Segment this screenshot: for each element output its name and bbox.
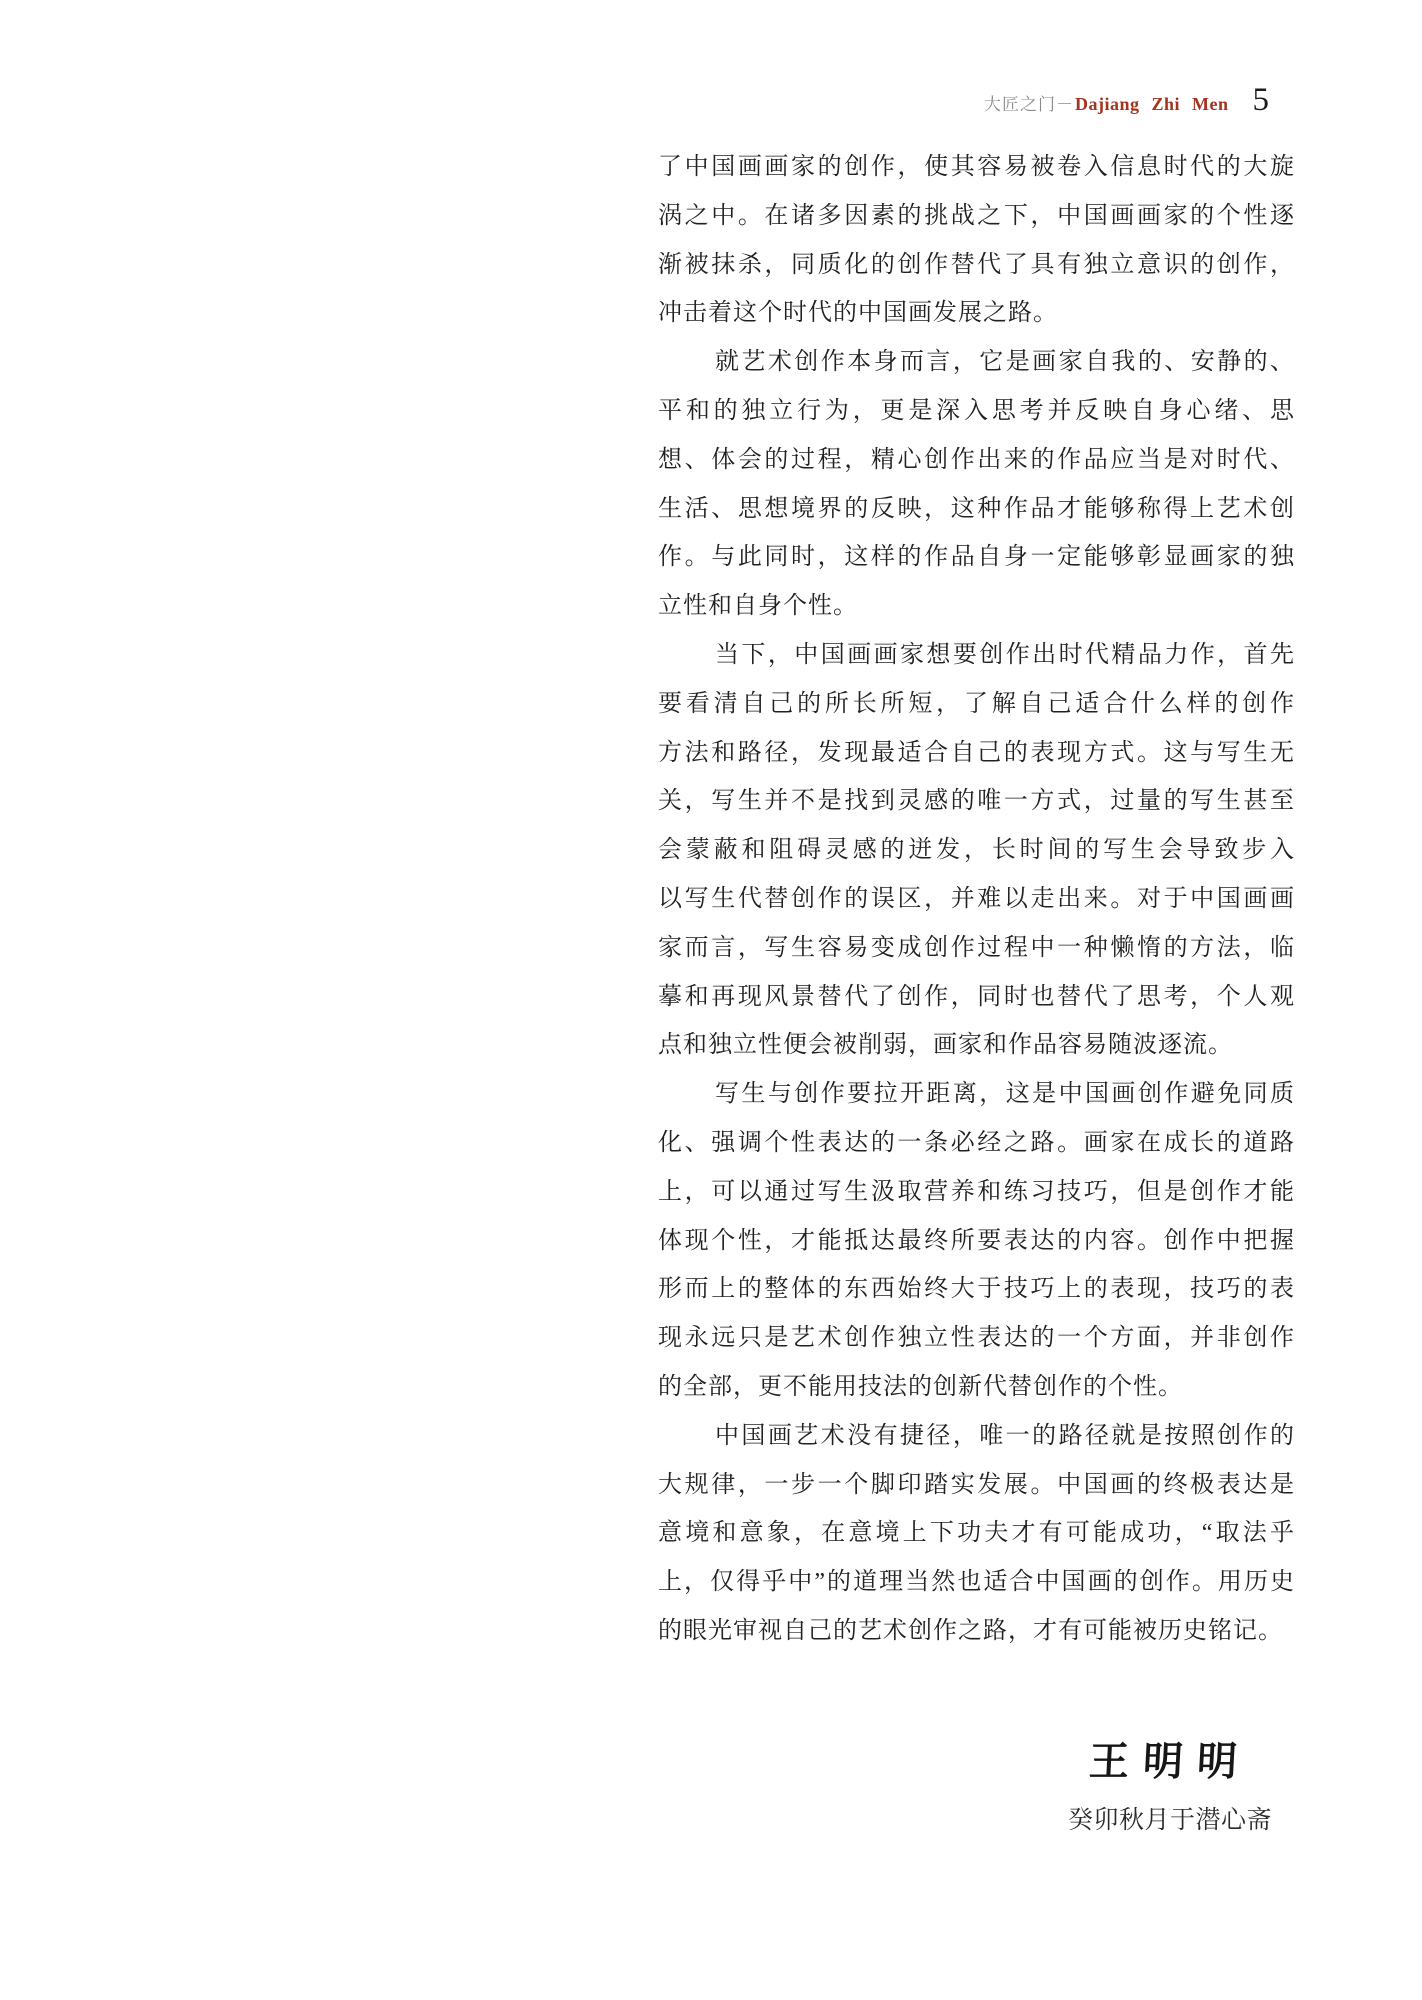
signature-date: 癸卯秋月于潜心斋 [1067, 1807, 1272, 1834]
text-line: 涡之中。在诸多因素的挑战之下，中国画画家的个性逐 [658, 202, 1295, 229]
text-line: 现永远只是艺术创作独立性表达的一个方面，并非创作 [658, 1325, 1295, 1352]
text-line: 体现个性，才能抵达最终所要表达的内容。创作中把握 [658, 1227, 1295, 1254]
text-line: 冲击着这个时代的中国画发展之路。 [658, 300, 1058, 327]
running-head-chinese-title: 大匠之门－ [983, 95, 1074, 114]
text-line: 了中国画画家的创作，使其容易被卷入信息时代的大旋 [658, 154, 1295, 180]
text-line: 化、强调个性表达的一条必经之路。画家在成长的道路 [658, 1129, 1295, 1156]
text-line: 中国画艺术没有捷径，唯一的路径就是按照创作的 [715, 1422, 1295, 1449]
text-line: 立性和自身个性。 [658, 593, 858, 620]
text-line: 摹和再现风景替代了创作，同时也替代了思考，个人观 [658, 983, 1295, 1010]
text-line: 的眼光审视自己的艺术创作之路，才有可能被历史铭记。 [658, 1617, 1283, 1644]
text-line: 关，写生并不是找到灵感的唯一方式，过量的写生甚至 [658, 788, 1295, 815]
body-text-column [658, 143, 1295, 1656]
text-line: 会蒙蔽和阻碍灵感的迸发，长时间的写生会导致步入 [658, 837, 1295, 864]
text-line: 形而上的整体的东西始终大于技巧上的表现，技巧的表 [658, 1276, 1295, 1303]
page-number: 5 [1252, 82, 1269, 118]
text-line: 以写生代替创作的误区，并难以走出来。对于中国画画 [658, 885, 1295, 912]
text-line: 要看清自己的所长所短，了解自己适合什么样的创作 [658, 690, 1295, 717]
text-line: 家而言，写生容易变成创作过程中一种懒惰的方法，临 [658, 934, 1295, 961]
running-head-pinyin-title: Dajiang Zhi Men [1074, 94, 1229, 114]
text-line: 意境和意象，在意境上下功夫才有可能成功，“取法乎 [658, 1520, 1295, 1547]
text-line: 点和独立性便会被削弱，画家和作品容易随波逐流。 [658, 1032, 1233, 1059]
text-line: 上，可以通过写生汲取营养和练习技巧，但是创作才能 [658, 1178, 1295, 1205]
text-line: 就艺术创作本身而言，它是画家自我的、安静的、 [715, 349, 1295, 376]
text-line: 想、体会的过程，精心创作出来的作品应当是对时代、 [658, 446, 1295, 473]
signature-name: 王明明 [1087, 1739, 1253, 1784]
signature-block [658, 1739, 1295, 1834]
text-line: 当下，中国画画家想要创作出时代精品力作，首先 [715, 641, 1295, 668]
text-line: 平和的独立行为，更是深入思考并反映自身心绪、思 [658, 397, 1295, 424]
text-line: 作。与此同时，这样的作品自身一定能够彰显画家的独 [658, 544, 1295, 571]
text-line: 上，仅得乎中”的道理当然也适合中国画的创作。用历史 [658, 1569, 1295, 1596]
text-line: 渐被抹杀，同质化的创作替代了具有独立意识的创作， [658, 251, 1295, 278]
text-line: 的全部，更不能用技法的创新代替创作的个性。 [658, 1373, 1183, 1400]
running-head [658, 84, 1295, 117]
text-line: 方法和路径，发现最适合自己的表现方式。这与写生无 [658, 739, 1295, 766]
text-line: 大规律，一步一个脚印踏实发展。中国画的终极表达是 [658, 1471, 1295, 1498]
text-line: 写生与创作要拉开距离，这是中国画创作避免同质 [715, 1081, 1295, 1108]
text-line: 生活、思想境界的反映，这种作品才能够称得上艺术创 [658, 495, 1295, 522]
